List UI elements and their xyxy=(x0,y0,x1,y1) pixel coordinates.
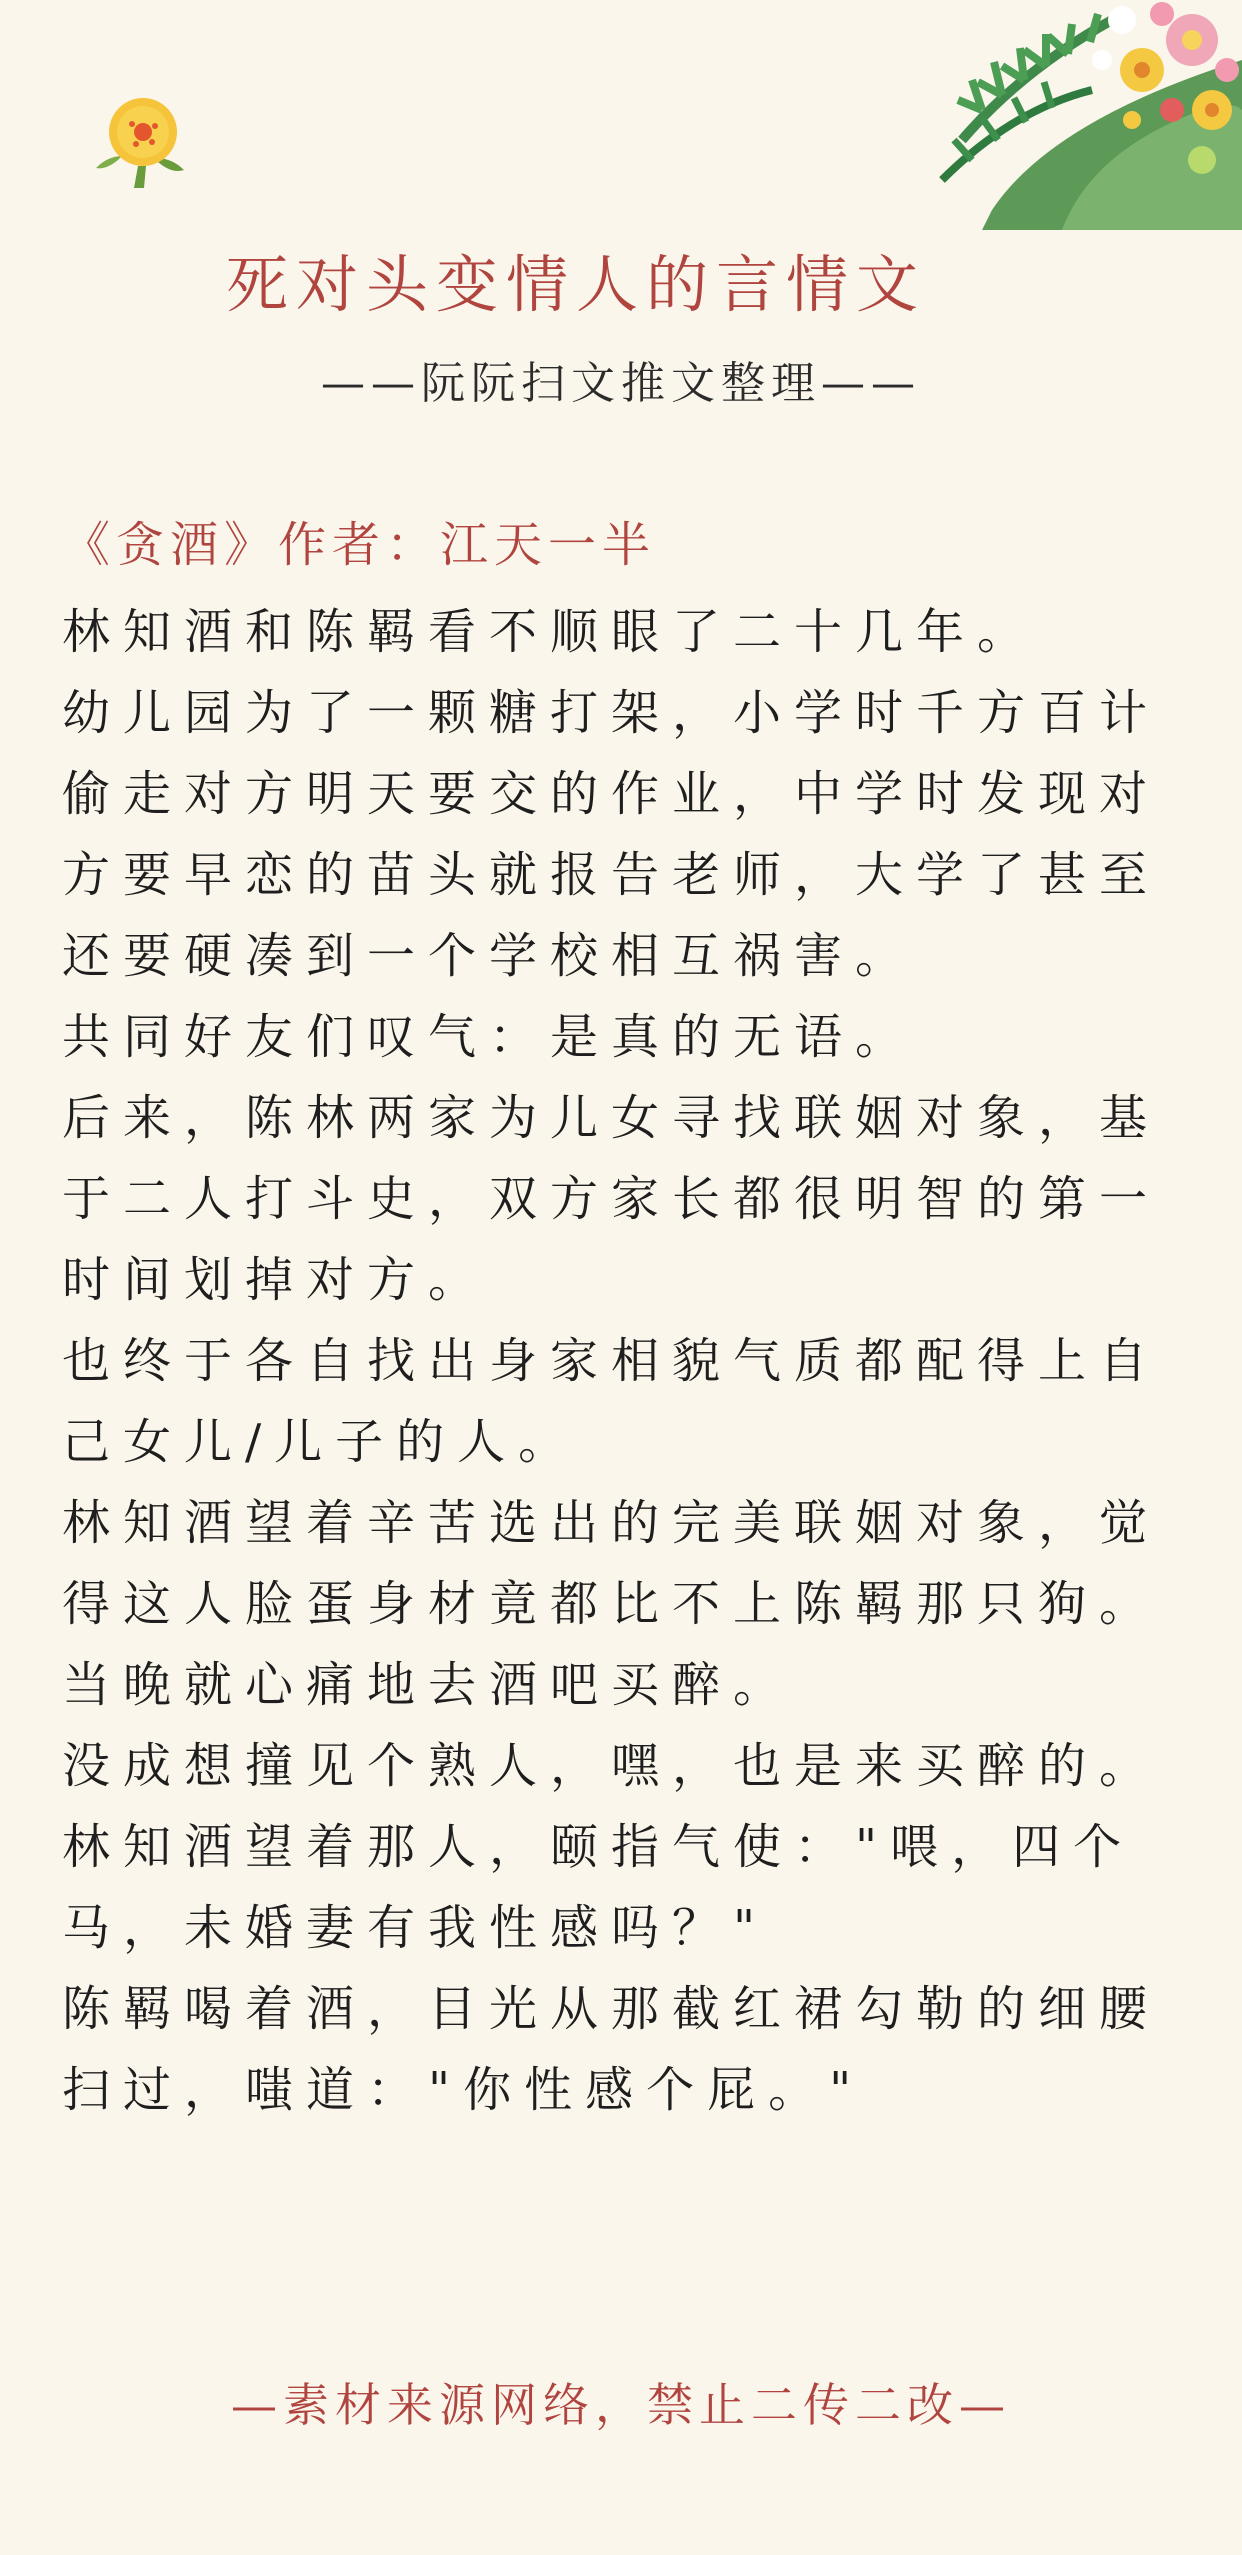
synopsis-paragraph: 林知酒望着那人，颐指气使："喂，四个马，未婚妻有我性感吗？" xyxy=(62,1819,1135,1956)
source-disclaimer: —素材来源网络，禁止二传二改— xyxy=(231,2378,1011,2432)
synopsis-paragraph: 幼儿园为了一颗糖打架，小学时千方百计偷走对方明天要交的作业，中学时发现对方要早恋的苗头就报告老师，大学了甚至还要硬凑到一个学校相互祸害。 xyxy=(62,685,1161,984)
synopsis-paragraph: 没成想撞见个熟人，嘿，也是来买醉的。 xyxy=(62,1738,1161,1794)
synopsis-paragraph: 陈羁喝着酒，目光从那截红裙勾勒的细腰扫过，嗤道："你性感个屁。" xyxy=(62,1981,1161,2118)
yellow-flower-icon xyxy=(88,82,198,192)
page-subtitle: ——阮阮扫文推文整理—— xyxy=(321,358,921,409)
synopsis-paragraph: 林知酒望着辛苦选出的完美联姻对象，觉得这人脸蛋身材竟都比不上陈羁那只狗。 xyxy=(62,1495,1161,1632)
flower-bouquet-icon xyxy=(902,0,1242,230)
synopsis-paragraph: 后来，陈林两家为儿女寻找联姻对象，基于二人打斗史，双方家长都很明智的第一时间划掉对方。 xyxy=(62,1090,1161,1308)
synopsis-paragraph: 共同好友们叹气：是真的无语。 xyxy=(62,1009,917,1065)
synopsis-paragraph: 林知酒和陈羁看不顺眼了二十几年。 xyxy=(62,604,1039,660)
synopsis-paragraph: 也终于各自找出身家相貌气质都配得上自己女儿/儿子的人。 xyxy=(62,1333,1161,1470)
book-heading: 《贪酒》作者：江天一半 xyxy=(62,517,657,573)
book-synopsis xyxy=(62,592,1182,2131)
synopsis-paragraph: 当晚就心痛地去酒吧买醉。 xyxy=(62,1657,795,1713)
page-title: 死对头变情人的言情文 xyxy=(225,248,926,321)
